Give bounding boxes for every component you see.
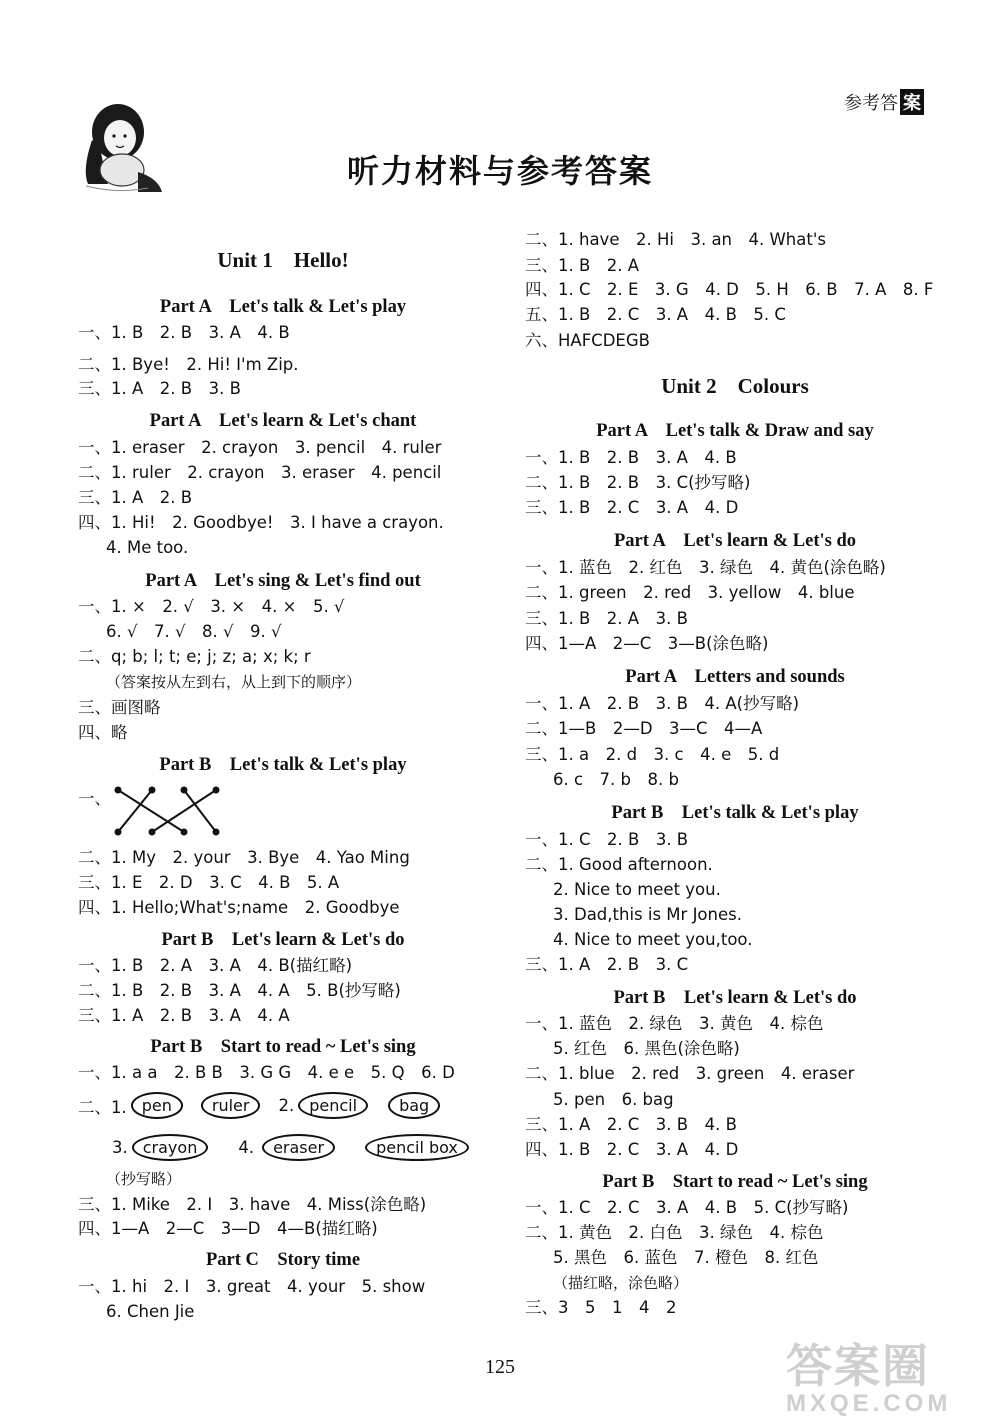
- answer-line: 5. 红色 6. 黑色(涂色略): [553, 1039, 740, 1058]
- answer-line: 四、1. Hello;What's;name 2. Goodbye: [78, 898, 400, 917]
- section-title: Part B Start to read ~ Let's sing: [602, 1172, 868, 1192]
- answer-line: 三、3 5 1 4 2: [525, 1298, 677, 1317]
- answer-note: （描红略，涂色略）: [553, 1274, 689, 1292]
- answer-line: 一、1. 蓝色 2. 红色 3. 绿色 4. 黄色(涂色略): [525, 558, 886, 577]
- answer-line: 三、1. A 2. B 3. C: [525, 955, 689, 974]
- answer-line: 三、1. a 2. d 3. c 4. e 5. d: [525, 745, 780, 764]
- watermark-glyphs: 答案圈: [786, 1340, 930, 1392]
- answer-line: 二、1—B 2—D 3—C 4—A: [525, 719, 763, 738]
- matching-lines-diagram: [112, 784, 222, 838]
- answer-line: 三、1. B 2. A: [525, 256, 640, 275]
- answer-line: 四、1—A 2—C 3—B(涂色略): [525, 634, 769, 653]
- answer-line: 四、1. Hi! 2. Goodbye! 3. I have a crayon.: [78, 513, 444, 532]
- answer-line: 一、1. a a 2. B B 3. G G 4. e e 5. Q 6. D: [78, 1063, 455, 1082]
- answer-line: 5. 黑色 6. 蓝色 7. 橙色 8. 红色: [553, 1248, 819, 1267]
- circled-word: bag: [388, 1092, 440, 1119]
- answer-line: 三、1. A 2. B 3. A 4. A: [78, 1006, 290, 1025]
- answer-line: 三、1. B 2. C 3. A 4. D: [525, 498, 739, 517]
- answer-note: （抄写略）: [106, 1170, 182, 1188]
- circled-word: crayon: [132, 1134, 209, 1161]
- answer-line: 二、1. B 2. B 3. A 4. A 5. B(抄写略): [78, 981, 401, 1000]
- page-title: 听力材料与参考答案: [346, 152, 653, 190]
- answer-line: 一、1. C 2. C 3. A 4. B 5. C(抄写略): [525, 1198, 849, 1217]
- section-title: Part A Let's sing & Let's find out: [145, 571, 421, 591]
- answer-line-prefix: 一、: [78, 789, 111, 808]
- header-tag: [844, 89, 924, 115]
- section-title: Part A Let's learn & Let's do: [613, 531, 857, 551]
- answer-line: 3. Dad,this is Mr Jones.: [553, 905, 742, 924]
- answer-line: 二、1. have 2. Hi 3. an 4. What's: [525, 230, 826, 249]
- answer-line: 四、1. C 2. E 3. G 4. D 5. H 6. B 7. A 8. F: [525, 280, 934, 299]
- answer-line: 五、1. B 2. C 3. A 4. B 5. C: [525, 305, 786, 324]
- circled-word: ruler: [201, 1092, 261, 1119]
- circled-word: eraser: [262, 1134, 335, 1161]
- answer-line: 四、1—A 2—C 3—D 4—B(描红略): [78, 1219, 378, 1238]
- header-tag-box: 案: [900, 89, 924, 115]
- section-title: Part B Let's learn & Let's do: [613, 988, 857, 1008]
- answer-line: 三、1. B 2. A 3. B: [525, 609, 688, 628]
- section-title: Part B Let's talk & Let's play: [611, 803, 859, 823]
- answer-note: （答案按从左到右，从上到下的顺序）: [106, 673, 362, 691]
- answer-line: 一、1. 蓝色 2. 绿色 3. 黄色 4. 棕色: [525, 1014, 824, 1033]
- section-title: Part A Let's learn & Let's chant: [149, 411, 417, 431]
- answer-line: 三、1. A 2. C 3. B 4. B: [525, 1115, 737, 1134]
- answer-line: 4. Nice to meet you,too.: [553, 930, 753, 949]
- watermark-logo: [786, 1330, 956, 1417]
- answer-line: 三、1. Mike 2. I 3. have 4. Miss(涂色略): [78, 1195, 427, 1214]
- answer-line: 二、1. ruler 2. crayon 3. eraser 4. pencil: [78, 463, 442, 482]
- answer-line: 四、略: [78, 723, 128, 742]
- circled-word: pencil box: [365, 1134, 469, 1161]
- section-title: Part B Start to read ~ Let's sing: [150, 1037, 416, 1057]
- answer-line: 二、1. B 2. B 3. C(抄写略): [525, 473, 751, 492]
- answer-line: 2. Nice to meet you.: [553, 880, 721, 899]
- answer-line: 三、1. A 2. B: [78, 488, 193, 507]
- answer-line: 6. Chen Jie: [106, 1302, 195, 1321]
- answer-line: 二、1. Good afternoon.: [525, 855, 713, 874]
- answer-line: 六、HAFCDEGB: [525, 331, 650, 350]
- answer-number: 2.: [278, 1096, 295, 1115]
- answer-line: 二、1. My 2. your 3. Bye 4. Yao Ming: [78, 848, 410, 867]
- header-tag-text: 参考答: [844, 93, 898, 114]
- section-title: Part B Let's talk & Let's play: [159, 755, 407, 775]
- circled-words-row: [78, 1092, 440, 1119]
- answer-line: 二、1. blue 2. red 3. green 4. eraser: [525, 1064, 855, 1083]
- answer-line: 四、1. B 2. C 3. A 4. D: [525, 1140, 739, 1159]
- answer-line: 5. pen 6. bag: [553, 1090, 674, 1109]
- answer-number: 3.: [112, 1138, 128, 1157]
- answer-number: 二、1.: [78, 1097, 127, 1117]
- answer-line: 三、画图略: [78, 698, 161, 717]
- answer-line: 一、1. eraser 2. crayon 3. pencil 4. ruler: [78, 438, 442, 457]
- answer-line: 二、q; b; l; t; e; j; z; a; x; k; r: [78, 647, 311, 666]
- answer-line: 一、1. B 2. B 3. A 4. B: [78, 323, 290, 342]
- section-title: Part A Let's talk & Draw and say: [596, 421, 874, 441]
- answer-number: 4.: [238, 1138, 255, 1157]
- answer-line: 一、1. B 2. B 3. A 4. B: [525, 448, 737, 467]
- section-title: Part A Letters and sounds: [625, 667, 845, 687]
- circled-word: pencil: [298, 1092, 368, 1119]
- answer-line: 三、1. A 2. B 3. B: [78, 379, 241, 398]
- section-title: Part A Let's talk & Let's play: [159, 297, 407, 317]
- page-number: 125: [485, 1356, 515, 1378]
- section-title: Part B Let's learn & Let's do: [161, 930, 405, 950]
- answer-line: 二、1. green 2. red 3. yellow 4. blue: [525, 583, 855, 602]
- answer-line: 4. Me too.: [106, 538, 189, 557]
- answer-line: 一、1. C 2. B 3. B: [525, 830, 689, 849]
- answer-line: 一、1. × 2. √ 3. × 4. × 5. √: [78, 597, 345, 616]
- answer-line: 二、1. Bye! 2. Hi! I'm Zip.: [78, 355, 299, 374]
- answer-line: 三、1. E 2. D 3. C 4. B 5. A: [78, 873, 340, 892]
- section-title: Part C Story time: [205, 1250, 361, 1270]
- watermark-url: MXQE.COM: [786, 1390, 952, 1417]
- answer-line: 一、1. B 2. A 3. A 4. B(描红略): [78, 956, 353, 975]
- answer-line: 6. c 7. b 8. b: [553, 770, 679, 789]
- answer-line: 一、1. A 2. B 3. B 4. A(抄写略): [525, 694, 800, 713]
- answer-line: 二、1. 黄色 2. 白色 3. 绿色 4. 棕色: [525, 1223, 824, 1242]
- circled-word: pen: [131, 1092, 183, 1119]
- unit-2-title: Unit 2 Colours: [661, 374, 809, 398]
- answer-line: 一、1. hi 2. I 3. great 4. your 5. show: [78, 1277, 426, 1296]
- circled-words-row: [112, 1134, 469, 1161]
- unit-1-title: Unit 1 Hello!: [217, 248, 349, 272]
- answer-line: 6. √ 7. √ 8. √ 9. √: [106, 622, 282, 641]
